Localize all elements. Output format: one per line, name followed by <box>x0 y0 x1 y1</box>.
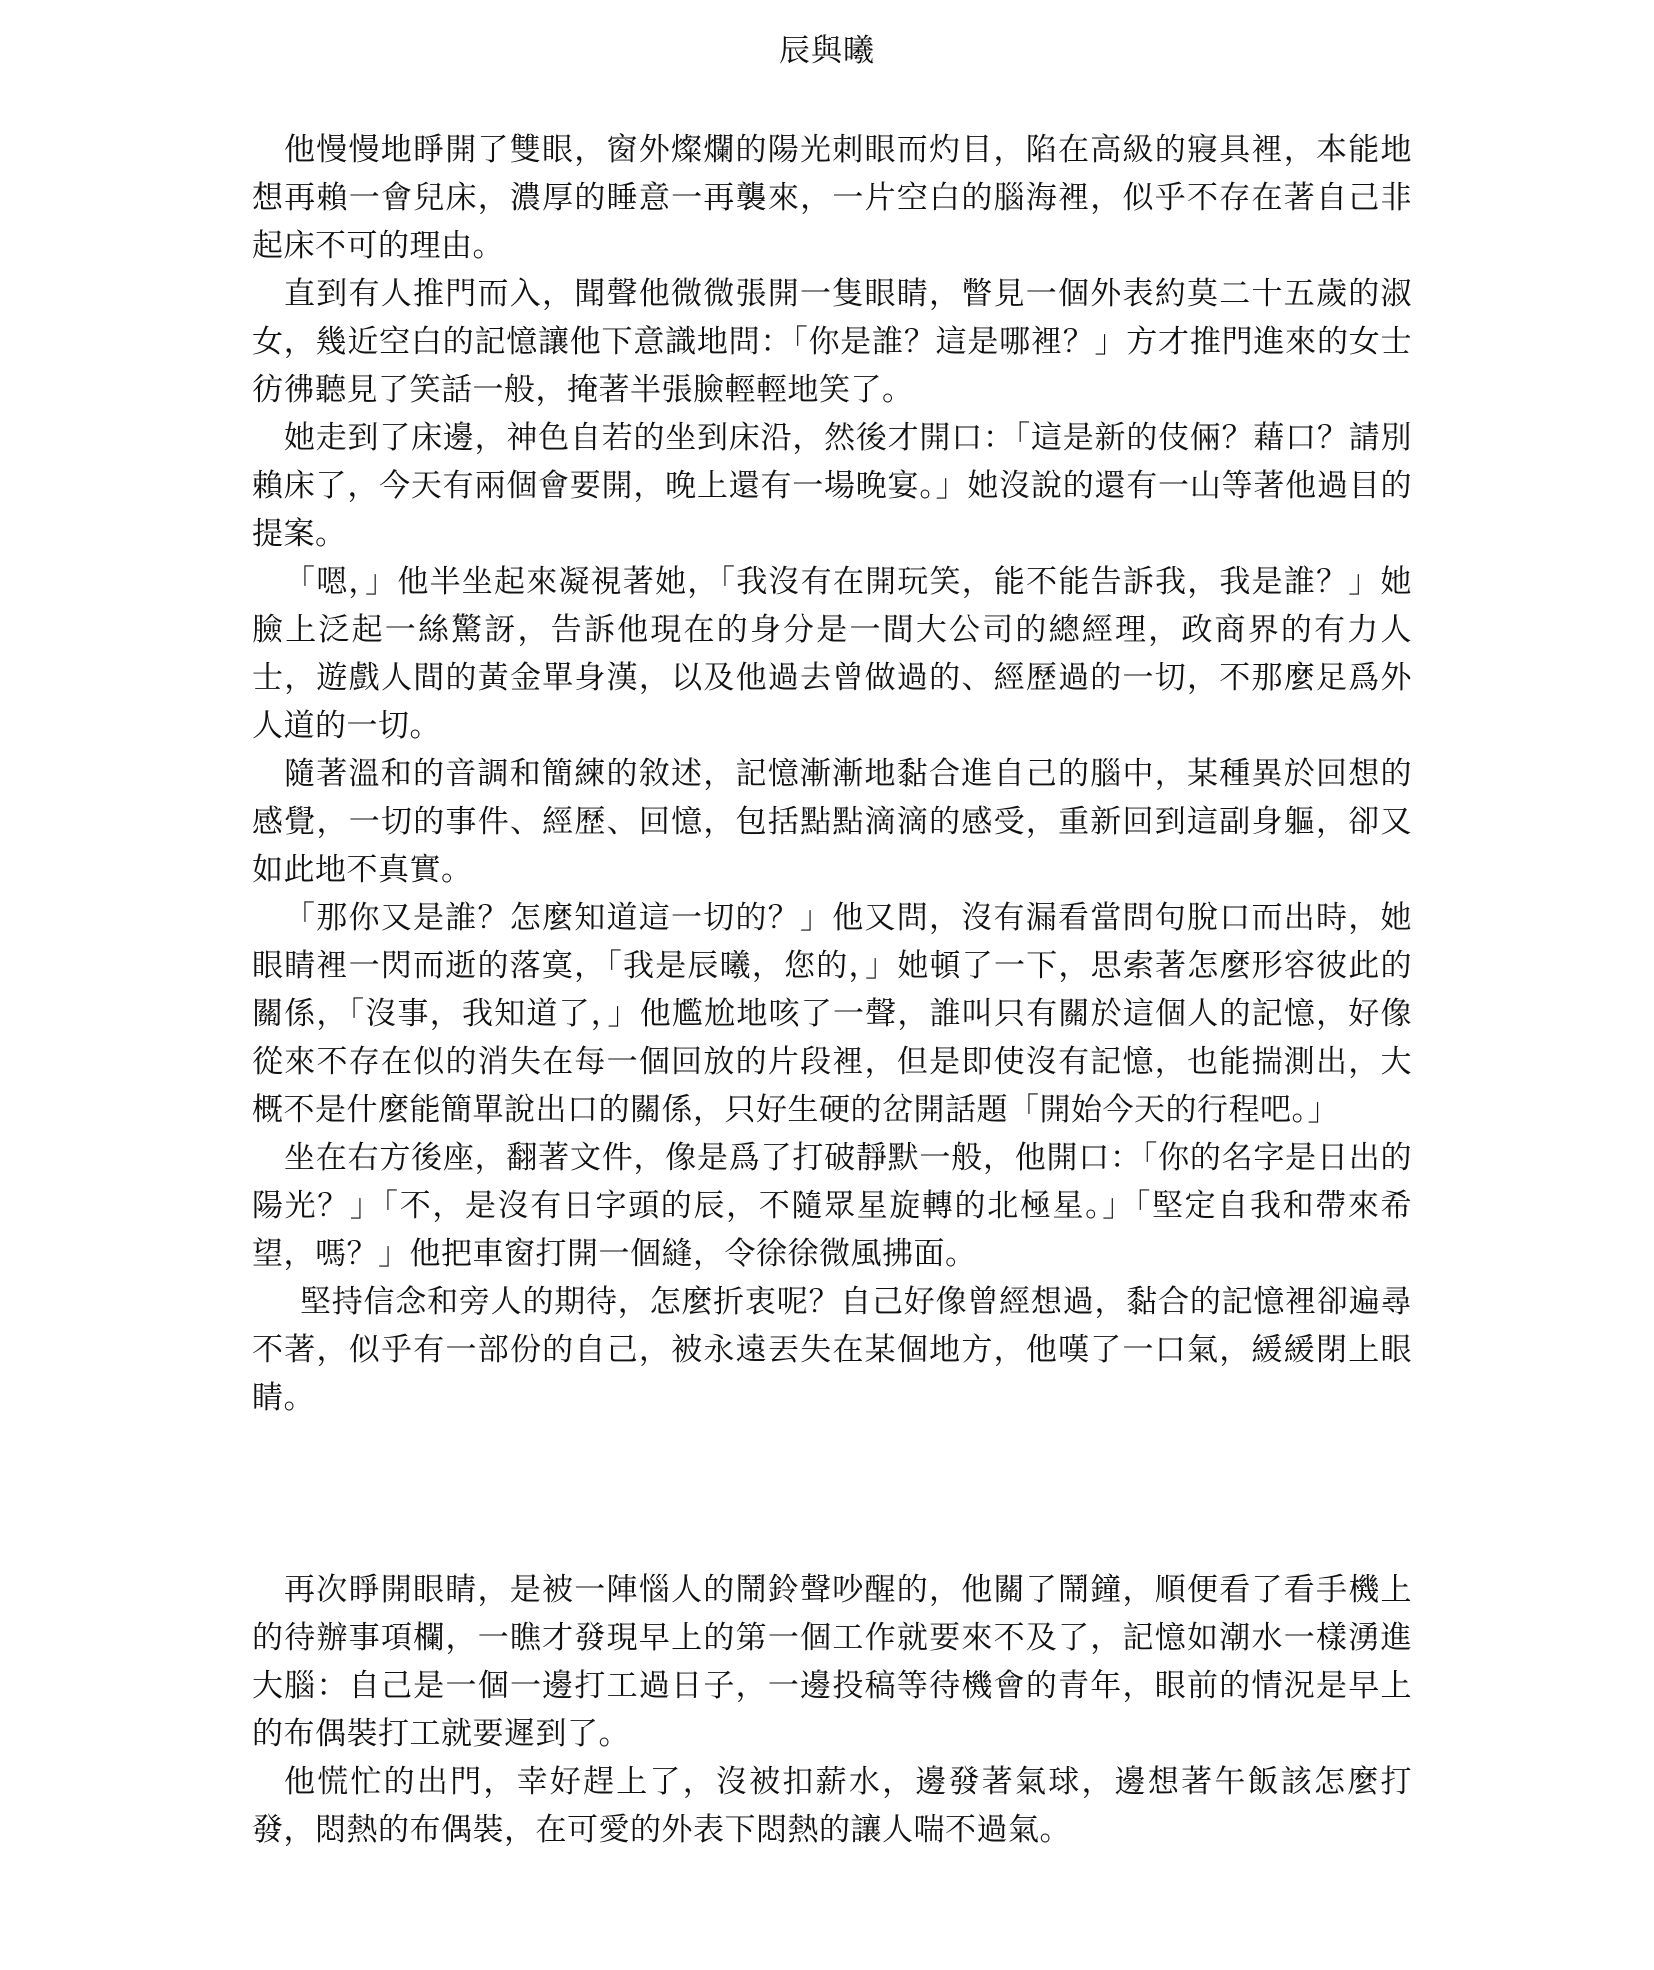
body-text <box>252 126 1412 1854</box>
paragraph: 堅持信念和旁人的期待，怎麼折衷呢？自己好像曾經想過，黏合的記憶裡卻遍尋不著，似乎有一部份的自己，被永遠丟失在某個地方，他嘆了一口氣，緩緩閉上眼睛。 <box>252 1284 1412 1416</box>
paragraph: 「嗯，」他半坐起來凝視著她，「我沒有在開玩笑，能不能告訴我，我是誰？」她臉上泛起一絲驚訝，告訴他現在的身分是一間大公司的總經理，政商界的有力人士，遊戲人間的黃金單身漢，以及他過去曾做過的、經歷過的一切，不那麼足爲外人道的一切。 <box>252 564 1412 744</box>
paragraph: 直到有人推門而入，聞聲他微微張開一隻眼睛，瞥見一個外表約莫二十五歲的淑女，幾近空白的記憶讓他下意識地問：「你是誰？這是哪裡？」方才推門進來的女士彷彿聽見了笑話一般，掩著半張臉輕輕地笑了。 <box>252 276 1412 408</box>
paragraph: 她走到了床邊，神色自若的坐到床沿，然後才開口：「這是新的伎倆？藉口？請別賴床了，今天有兩個會要開，晚上還有一場晚宴。」她沒說的還有一山等著他過目的提案。 <box>252 420 1412 552</box>
paragraph: 坐在右方後座，翻著文件，像是爲了打破靜默一般，他開口：「你的名字是日出的陽光？」「不，是沒有日字頭的辰，不隨眾星旋轉的北極星。」「堅定自我和帶來希望，嗎？」他把車窗打開一個縫，令徐徐微風拂面。 <box>252 1140 1412 1272</box>
paragraph: 再次睜開眼睛，是被一陣惱人的鬧鈴聲吵醒的，他關了鬧鐘，順便看了看手機上的待辦事項欄，一瞧才發現早上的第一個工作就要來不及了，記憶如潮水一樣湧進大腦：自己是一個一邊打工過日子，一邊投稿等待機會的青年，眼前的情況是早上的布偶裝打工就要遲到了。 <box>252 1572 1412 1752</box>
page-title: 辰與曦 <box>779 33 875 69</box>
section-break <box>252 1422 1412 1566</box>
paragraph: 隨著溫和的音調和簡練的敘述，記憶漸漸地黏合進自己的腦中，某種異於回想的感覺，一切的事件、經歷、回憶，包括點點滴滴的感受，重新回到這副身軀，卻又如此地不真實。 <box>252 756 1412 888</box>
paragraph: 他慌忙的出門，幸好趕上了，沒被扣薪水，邊發著氣球，邊想著午飯該怎麼打發，悶熱的布偶裝，在可愛的外表下悶熱的讓人喘不過氣。 <box>252 1764 1412 1848</box>
paragraph: 他慢慢地睜開了雙眼，窗外燦爛的陽光刺眼而灼目，陷在高級的寢具裡，本能地想再賴一會兒床，濃厚的睡意一再襲來，一片空白的腦海裡，似乎不存在著自己非起床不可的理由。 <box>252 132 1412 264</box>
paragraph: 「那你又是誰？怎麼知道這一切的？」他又問，沒有漏看當問句脫口而出時，她眼睛裡一閃而逝的落寞，「我是辰曦，您的，」她頓了一下，思索著怎麼形容彼此的關係，「沒事，我知道了，」他尷尬地咳了一聲，誰叫只有關於這個人的記憶，好像從來不存在似的消失在每一個回放的片段裡，但是即使沒有記憶，也能揣測出，大概不是什麼能簡單說出口的關係，只好生硬的岔開話題「開始今天的行程吧。」 <box>252 900 1412 1128</box>
